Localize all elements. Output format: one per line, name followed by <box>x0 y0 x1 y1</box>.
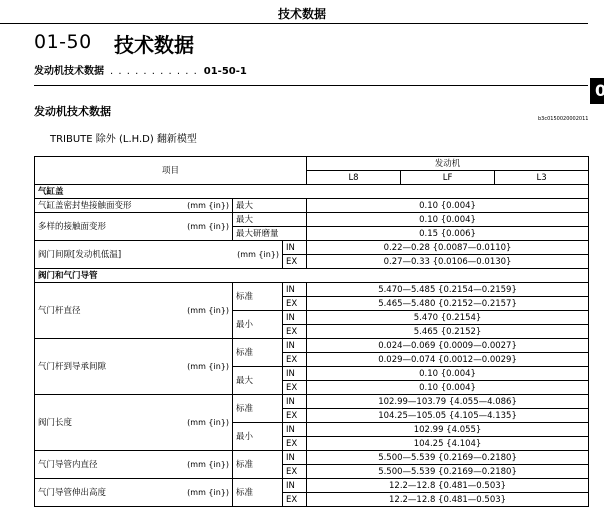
head-item: 项目 <box>35 157 307 185</box>
row-cond: 最大研磨量 <box>233 227 307 241</box>
row-unit: (mm {in}) <box>183 339 233 395</box>
section-rule <box>34 85 588 86</box>
row-port: EX <box>283 255 307 269</box>
row-port: IN <box>283 283 307 297</box>
row-value: 0.029—0.074 {0.0012—0.0029} <box>307 353 589 367</box>
subsection-title: 发动机技术数据 <box>34 105 111 118</box>
toc-page: 01-50-1 <box>203 66 247 77</box>
row-value: 0.22—0.28 {0.0087—0.0110} <box>307 241 589 255</box>
row-port: IN <box>283 241 307 255</box>
row-value: 12.2—12.8 {0.481—0.503} <box>307 493 589 507</box>
row-value: 102.99 {4.055} <box>307 423 589 437</box>
header-rule <box>0 23 588 24</box>
row-label: 多样的接触面变形 <box>35 213 183 241</box>
row-port: EX <box>283 325 307 339</box>
row-value: 0.024—0.069 {0.0009—0.0027} <box>307 339 589 353</box>
row-cond: 最大 <box>233 199 307 213</box>
row-value: 0.27—0.33 {0.0106—0.0130} <box>307 255 589 269</box>
row-value: 0.10 {0.004} <box>307 367 589 381</box>
row-cond: 标准 <box>233 479 283 507</box>
chapter-tab: 0 <box>590 78 604 104</box>
row-value: 0.10 {0.004} <box>307 381 589 395</box>
row-value: 0.10 {0.004} <box>307 213 589 227</box>
row-unit: (mm {in}) <box>183 199 233 213</box>
row-port: IN <box>283 451 307 465</box>
engine-l8: L8 <box>307 171 401 185</box>
row-unit: (mm {in}) <box>183 395 233 451</box>
row-value: 5.465 {0.2152} <box>307 325 589 339</box>
row-cond: 最小 <box>233 311 283 339</box>
row-label: 阀门间隙[发动机低温] <box>35 241 183 269</box>
row-value: 5.470—5.485 {0.2154—0.2159} <box>307 283 589 297</box>
row-cond: 标准 <box>233 395 283 423</box>
row-port: EX <box>283 381 307 395</box>
row-cond: 标准 <box>233 451 283 479</box>
row-port: EX <box>283 437 307 451</box>
row-port: EX <box>283 353 307 367</box>
section-title: 技术数据 <box>114 33 194 57</box>
row-port: EX <box>283 493 307 507</box>
row-cond: 最大 <box>233 213 307 227</box>
row-value: 0.10 {0.004} <box>307 199 589 213</box>
group-valve-guide: 阀门和气门导管 <box>35 269 589 283</box>
row-label: 气门杆直径 <box>35 283 183 339</box>
row-port: EX <box>283 297 307 311</box>
row-port: IN <box>283 479 307 493</box>
row-unit: (mm {in}) <box>183 241 283 269</box>
row-port: EX <box>283 409 307 423</box>
row-unit: (mm {in}) <box>183 283 233 339</box>
row-port: IN <box>283 367 307 381</box>
row-value: 5.470 {0.2154} <box>307 311 589 325</box>
spec-table <box>34 156 589 507</box>
engine-l3: L3 <box>495 171 589 185</box>
row-value: 5.500—5.539 {0.2169—0.2180} <box>307 465 589 479</box>
row-cond: 最小 <box>233 423 283 451</box>
row-unit: (mm {in}) <box>183 479 233 507</box>
row-port: IN <box>283 423 307 437</box>
image-code: b3c0150020002011 <box>538 116 589 122</box>
head-engine: 发动机 <box>307 157 589 171</box>
row-value: 102.99—103.79 {4.055—4.086} <box>307 395 589 409</box>
model-note: TRIBUTE 除外 (L.H.D) 翻新模型 <box>50 134 197 145</box>
row-label: 气门导管内直径 <box>35 451 183 479</box>
row-cond: 最大 <box>233 367 283 395</box>
row-port: EX <box>283 465 307 479</box>
row-label: 气门杆到导承间隙 <box>35 339 183 395</box>
row-port: IN <box>283 311 307 325</box>
row-value: 104.25—105.05 {4.105—4.135} <box>307 409 589 423</box>
row-port: IN <box>283 395 307 409</box>
row-value: 104.25 {4.104} <box>307 437 589 451</box>
row-label: 气门导管伸出高度 <box>35 479 183 507</box>
row-value: 0.15 {0.006} <box>307 227 589 241</box>
engine-lf: LF <box>401 171 495 185</box>
row-label: 气缸盖密封垫接触面变形 <box>35 199 183 213</box>
page-header-title: 技术数据 <box>277 7 326 21</box>
row-value: 12.2—12.8 {0.481—0.503} <box>307 479 589 493</box>
row-port: IN <box>283 339 307 353</box>
row-label: 阀门长度 <box>35 395 183 451</box>
toc-entry[interactable] <box>34 62 247 77</box>
section-number: 01-50 <box>34 31 92 53</box>
group-cylinder-head: 气缸盖 <box>35 185 589 199</box>
row-unit: (mm {in}) <box>183 213 233 241</box>
row-cond: 标准 <box>233 339 283 367</box>
row-value: 5.500—5.539 {0.2169—0.2180} <box>307 451 589 465</box>
toc-dots: . . . . . . . . . . . <box>110 66 198 77</box>
toc-label: 发动机技术数据 <box>34 66 104 77</box>
row-value: 5.465—5.480 {0.2152—0.2157} <box>307 297 589 311</box>
row-unit: (mm {in}) <box>183 451 233 479</box>
row-cond: 标准 <box>233 283 283 311</box>
